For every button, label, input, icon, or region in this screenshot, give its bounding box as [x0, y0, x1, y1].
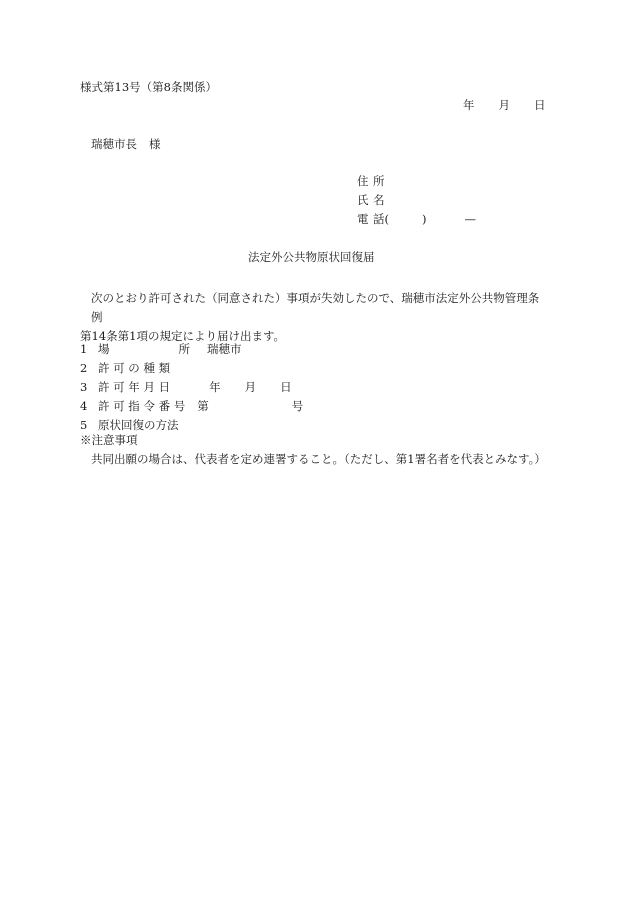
item-value: 瑞穂市 [207, 342, 242, 356]
applicant-block [357, 176, 476, 233]
address-label-b: 所 [373, 174, 385, 188]
item-number: 4 [80, 399, 88, 413]
items-list [80, 344, 303, 439]
date-line [463, 100, 546, 112]
item-year: 年 [209, 380, 221, 394]
item-label: 許 可 指 令 番 号 [98, 399, 186, 413]
item-label: 許 可 年 月 日 [98, 380, 171, 394]
body-line-2: 第14条第1項の規定により届け出ます。 [80, 329, 286, 343]
body-text [80, 289, 550, 346]
item-number: 1 [80, 342, 88, 356]
addressee [91, 139, 161, 151]
phone-paren-close: ) [422, 212, 427, 226]
addressee-honorific: 様 [149, 137, 161, 151]
item-number: 5 [80, 418, 88, 432]
address-label-a: 住 [357, 174, 369, 188]
addressee-name: 瑞穂市長 [91, 137, 137, 151]
item-label-b: 所 [178, 342, 190, 356]
item-day: 日 [280, 380, 292, 394]
item-label-a: 場 [98, 342, 110, 356]
applicant-phone [357, 214, 476, 233]
item-label: 原状回復の方法 [98, 418, 179, 432]
phone-dash: — [464, 212, 476, 226]
name-label-b: 名 [373, 193, 385, 207]
item-label: 許 可 の 種 類 [98, 361, 171, 375]
item-dai: 第 [197, 399, 209, 413]
date-day: 日 [534, 98, 546, 112]
form-number: 様式第13号（第8条関係） [80, 80, 217, 94]
item-number: 2 [80, 361, 88, 375]
date-year: 年 [463, 98, 475, 112]
notes-title: ※注意事項 [80, 433, 138, 447]
item-go: 号 [291, 399, 304, 413]
phone-label-a: 電 [357, 212, 369, 226]
notes-body: 共同出願の場合は、代表者を定め連署すること。（ただし、第1署名者を代表とみなす。） [91, 452, 546, 466]
document-title: 法定外公共物原状回復届 [248, 250, 375, 264]
item-month: 月 [244, 380, 257, 394]
phone-label-b: 話( [373, 212, 389, 226]
item-number: 3 [80, 380, 88, 394]
date-month: 月 [498, 98, 510, 112]
name-label-a: 氏 [357, 193, 369, 207]
body-line-1: 次のとおり許可された（同意された）事項が失効したので、瑞穂市法定外公共物管理条例 [91, 291, 540, 324]
